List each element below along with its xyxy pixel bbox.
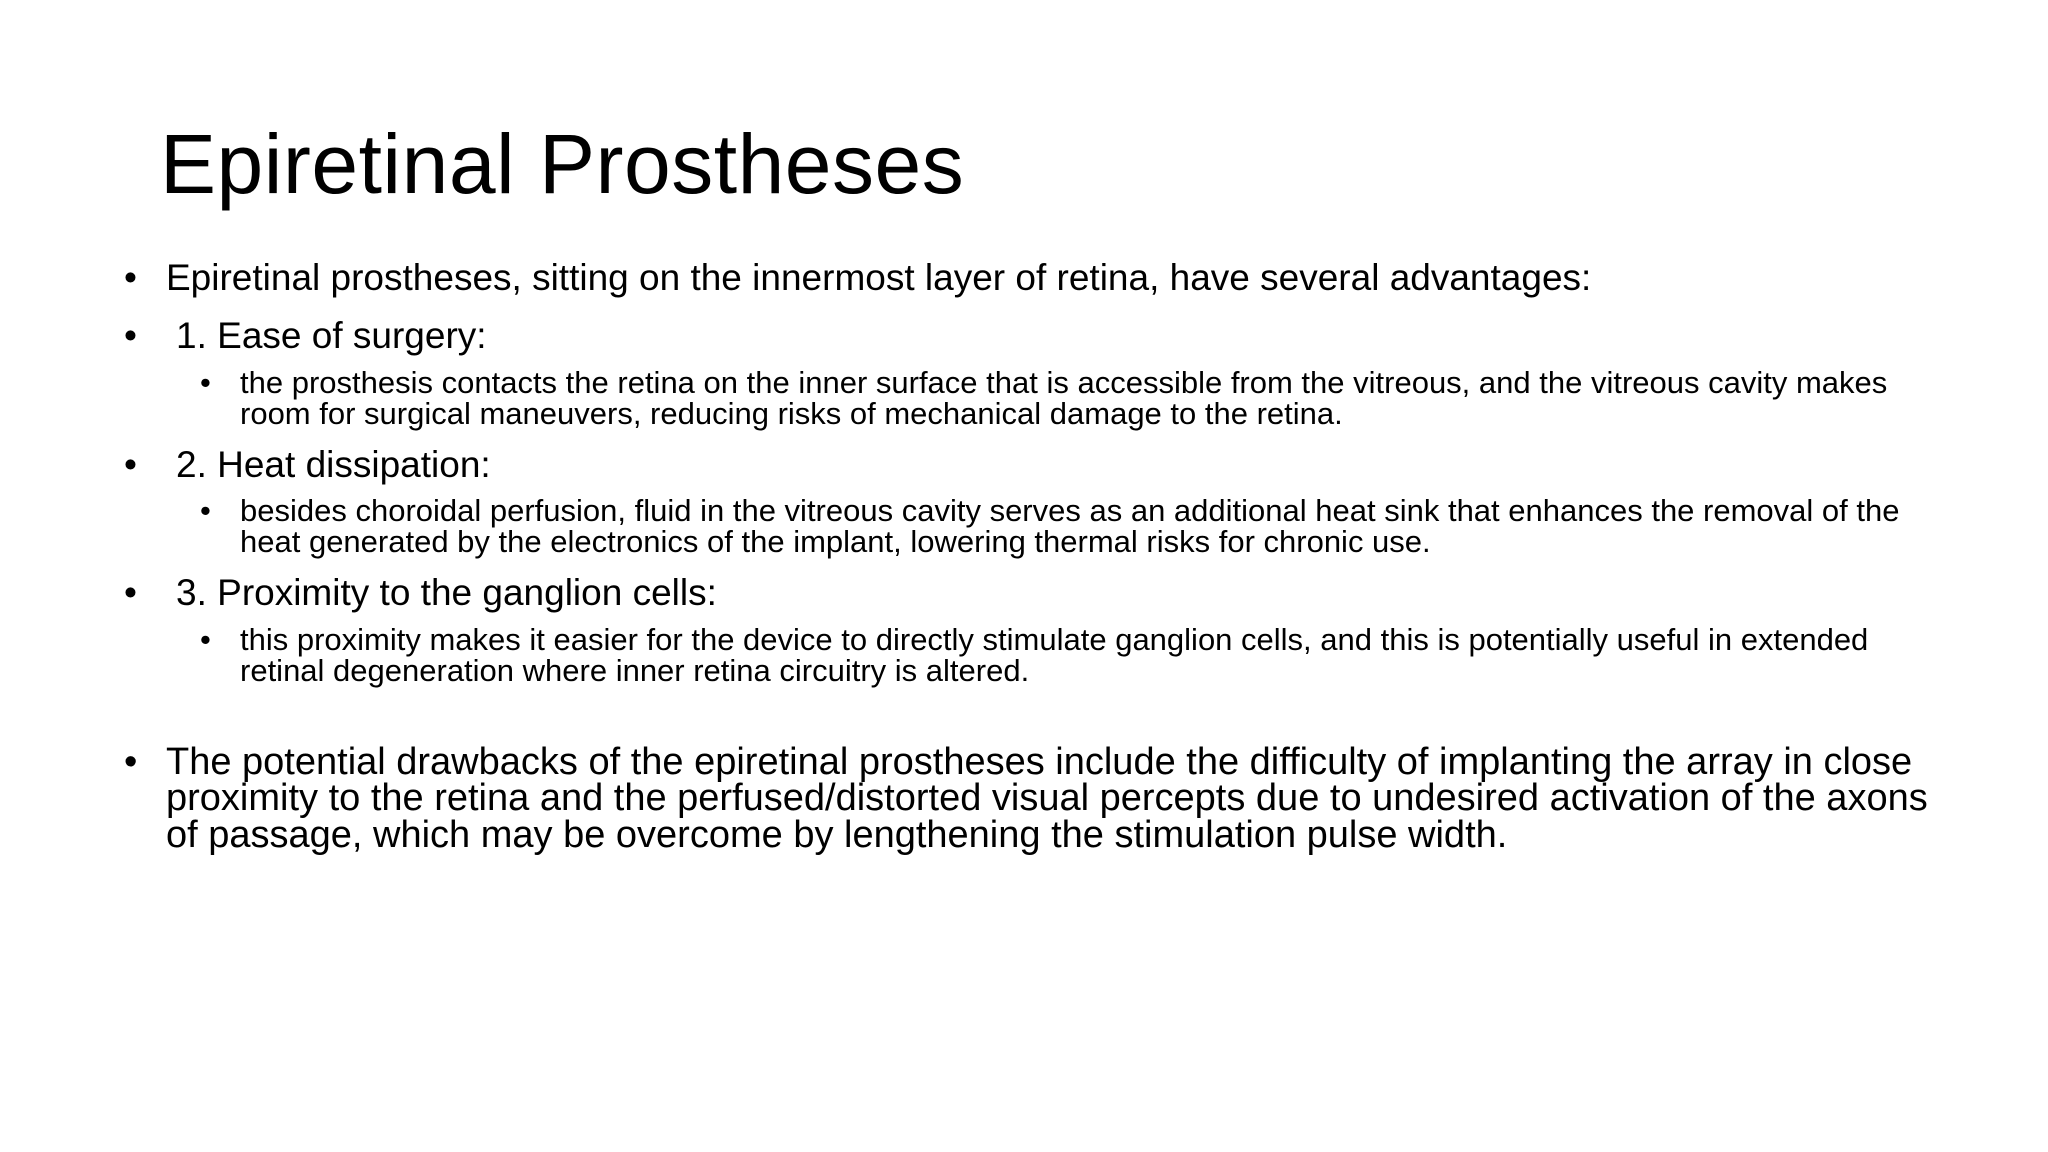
bullet-intro: [124, 256, 1944, 300]
sub-bullet-advantage-3: [200, 621, 1900, 688]
slide-body: [124, 256, 1944, 867]
bullet-dot-icon: •: [124, 740, 138, 783]
bullet-dot-icon: •: [124, 443, 137, 485]
sub-bullet-advantage-2: [200, 493, 1900, 560]
drawbacks-text: The potential drawbacks of the epiretinal prostheses include the difficulty of implanting the array in close proximity to the retina and the perfused/distorted visual percepts due to undesired activation of the axons of passage, which may be overcome by lengthening the stimulation pulse width.: [166, 740, 1928, 856]
bullet-dot-icon: •: [124, 257, 137, 298]
bullet-dot-icon: •: [124, 315, 137, 357]
advantage-heading: 2. Heat dissipation:: [176, 443, 491, 485]
bullet-dot-icon: •: [200, 493, 211, 529]
bullet-drawbacks: [124, 740, 1956, 856]
advantage-heading: 3. Proximity to the ganglion cells:: [176, 572, 717, 614]
bullet-dot-icon: •: [200, 364, 211, 400]
advantage-heading: 1. Ease of surgery:: [176, 315, 487, 357]
sub-bullet-advantage-1: [200, 364, 1900, 431]
advantage-detail: this proximity makes it easier for the device to directly stimulate ganglion cells, and this is potentially useful in extended retinal degeneration where inner retina circuitry is altered.: [240, 621, 1869, 688]
bullet-dot-icon: •: [200, 621, 211, 657]
slide-title: Epiretinal Prostheses: [160, 117, 965, 211]
advantage-detail: the prosthesis contacts the retina on the inner surface that is accessible from the vitreous, and the vitreous cavity makes room for surgical maneuvers, reducing risks of mechanical damage to the retina.: [240, 364, 1888, 431]
advantage-detail: besides choroidal perfusion, fluid in the vitreous cavity serves as an additional heat sink that enhances the removal of the heat generated by the electronics of the implant, lowering thermal risks for chronic use.: [240, 493, 1900, 560]
bullet-advantage-2: [124, 443, 1944, 487]
bullet-dot-icon: •: [124, 572, 137, 614]
bullet-advantage-3: [124, 571, 1944, 615]
bullet-advantage-1: [124, 314, 1944, 358]
intro-text: Epiretinal prostheses, sitting on the innermost layer of retina, have several advantages:: [166, 257, 1592, 298]
